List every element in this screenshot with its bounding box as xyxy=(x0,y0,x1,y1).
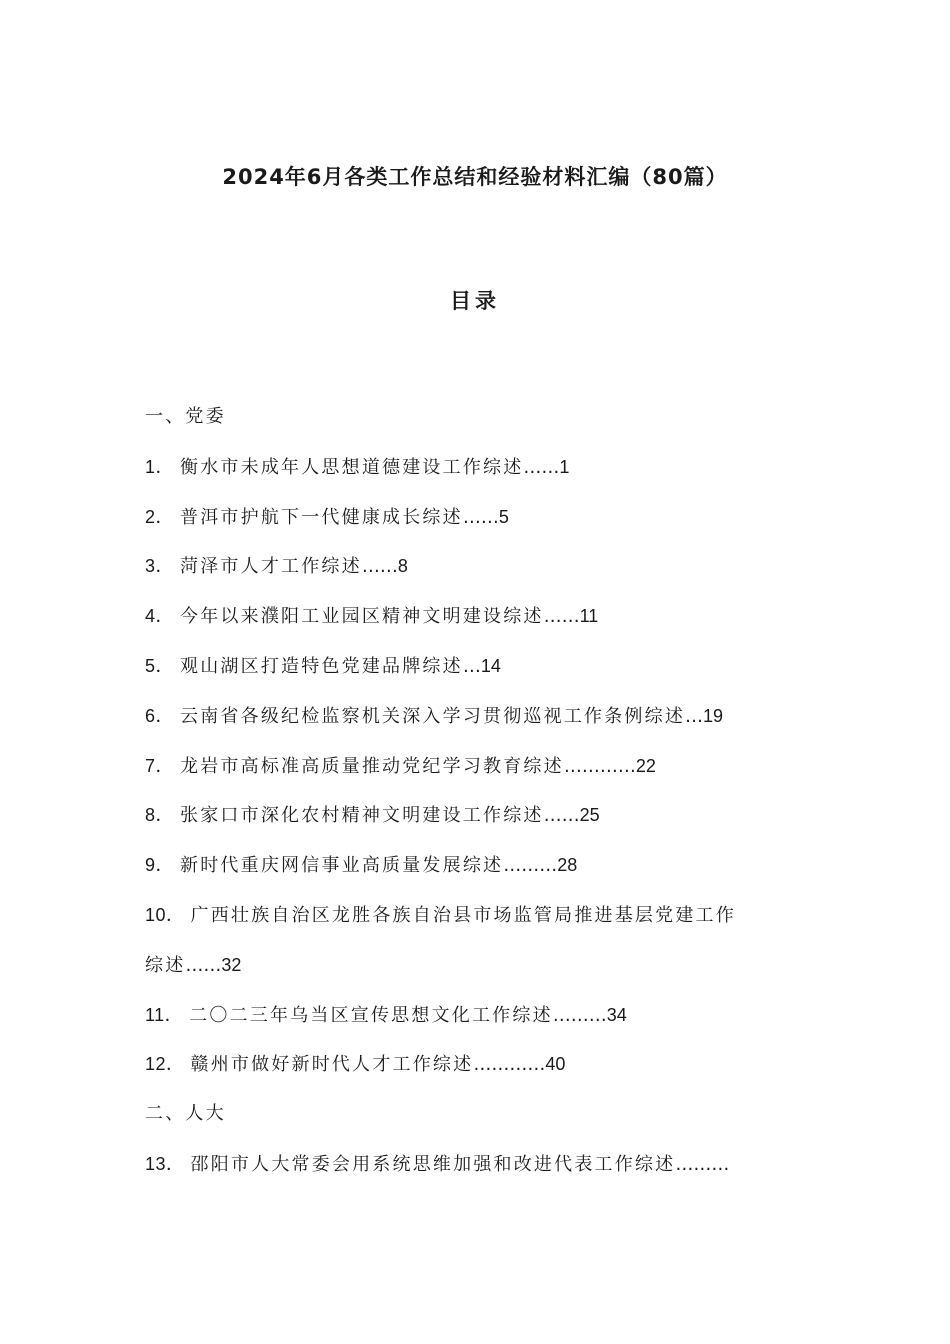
toc-entry-page: 34 xyxy=(606,1004,627,1025)
toc-entry-page: 25 xyxy=(579,805,600,826)
toc-entry-leader: … xyxy=(462,655,481,677)
toc-entry-number: 4． xyxy=(145,606,175,627)
toc-entry-number: 10． xyxy=(145,904,185,925)
toc-entry-number: 8． xyxy=(145,805,175,826)
toc-section-heading: 二、人大 xyxy=(145,1103,226,1125)
toc-entry-title: 云南省各级纪检监察机关深入学习贯彻巡视工作条例综述 xyxy=(180,705,686,727)
toc-entry xyxy=(145,651,815,701)
toc-heading: 目录 xyxy=(450,289,500,313)
toc-section-heading: 一、党委 xyxy=(145,406,226,427)
toc-entry-title: 观山湖区打造特色党建品牌综述 xyxy=(180,655,463,677)
toc-entry-leader: ………… xyxy=(563,755,636,777)
toc-entry-number: 9． xyxy=(145,855,175,876)
toc-entry-leader: ……… xyxy=(552,1004,607,1026)
toc-entry-page: 28 xyxy=(557,855,578,876)
toc-entry-leader: …… xyxy=(462,506,499,528)
toc-entry-number: 12． xyxy=(145,1054,185,1075)
toc-entry-leader: ………… xyxy=(473,1054,546,1076)
toc-entry-number: 2． xyxy=(145,506,175,527)
toc-entry-title: 龙岩市高标准高质量推动党纪学习教育综述 xyxy=(180,755,564,777)
toc-entry-page: 22 xyxy=(635,755,656,776)
toc-entry xyxy=(145,1000,815,1050)
toc-entry-number: 6． xyxy=(145,705,175,726)
toc-entry-leader: …… xyxy=(185,954,222,976)
toc-entry xyxy=(145,800,815,850)
toc-entry-page: 11 xyxy=(579,606,599,627)
toc-entry xyxy=(145,900,815,950)
toc-entry-page: 40 xyxy=(545,1054,566,1075)
toc-entry-title: 张家口市深化农村精神文明建设工作综述 xyxy=(180,805,544,827)
toc-entry-number: 13． xyxy=(145,1153,185,1174)
toc-entry xyxy=(145,1049,815,1099)
toc-entry-continuation xyxy=(145,950,815,1000)
toc-entry-title: 二〇二三年乌当区宣传思想文化工作综述 xyxy=(189,1004,553,1026)
toc-entry-number: 5． xyxy=(145,655,175,676)
toc-entry xyxy=(145,751,815,801)
toc-entry-page: 5 xyxy=(498,506,509,527)
toc-entry xyxy=(145,502,815,552)
toc-entry-title: 赣州市做好新时代人才工作综述 xyxy=(190,1054,474,1076)
toc-entry-page: 19 xyxy=(703,705,724,726)
toc-entry-number: 11． xyxy=(145,1004,184,1025)
toc-entry-leader: …… xyxy=(543,606,580,628)
toc-entry xyxy=(145,701,815,751)
toc-entry-title: 衡水市未成年人思想道德建设工作综述 xyxy=(180,456,524,478)
toc-entry-number: 3． xyxy=(145,556,175,577)
toc-entry-title: 菏泽市人才工作综述 xyxy=(180,556,362,578)
toc-entry xyxy=(145,551,815,601)
toc-entry-leader: …… xyxy=(361,556,398,578)
toc-entry-leader: ……… xyxy=(675,1153,730,1175)
toc-entry-title: 普洱市护航下一代健康成长综述 xyxy=(180,506,463,528)
toc-entry-leader: … xyxy=(685,705,704,727)
toc-entry-leader: ……… xyxy=(503,855,558,877)
toc-entry-page: 32 xyxy=(221,954,242,975)
document-title: 2024年6月各类工作总结和经验材料汇编（80篇） xyxy=(222,165,728,189)
toc-entry-leader: …… xyxy=(543,805,580,827)
toc-entry-title: 广西壮族自治区龙胜各族自治县市场监管局推进基层党建工作 xyxy=(190,904,736,926)
table-of-contents xyxy=(145,402,815,1199)
toc-entry xyxy=(145,452,815,502)
toc-entry-title: 综述 xyxy=(145,954,186,976)
toc-entry-page: 8 xyxy=(397,556,408,577)
toc-entry-title: 新时代重庆网信事业高质量发展综述 xyxy=(180,855,504,877)
toc-entry xyxy=(145,1149,815,1199)
toc-entry xyxy=(145,601,815,651)
toc-entry-title: 今年以来濮阳工业园区精神文明建设综述 xyxy=(180,606,544,628)
toc-entry-title: 邵阳市人大常委会用系统思维加强和改进代表工作综述 xyxy=(190,1153,676,1175)
toc-entry-leader: …… xyxy=(523,456,560,478)
toc-entry-page: 1 xyxy=(559,456,570,477)
toc-entry-number: 1． xyxy=(145,456,175,477)
toc-entry xyxy=(145,850,815,900)
toc-entry-page: 14 xyxy=(480,655,501,676)
toc-entry-number: 7． xyxy=(145,755,175,776)
